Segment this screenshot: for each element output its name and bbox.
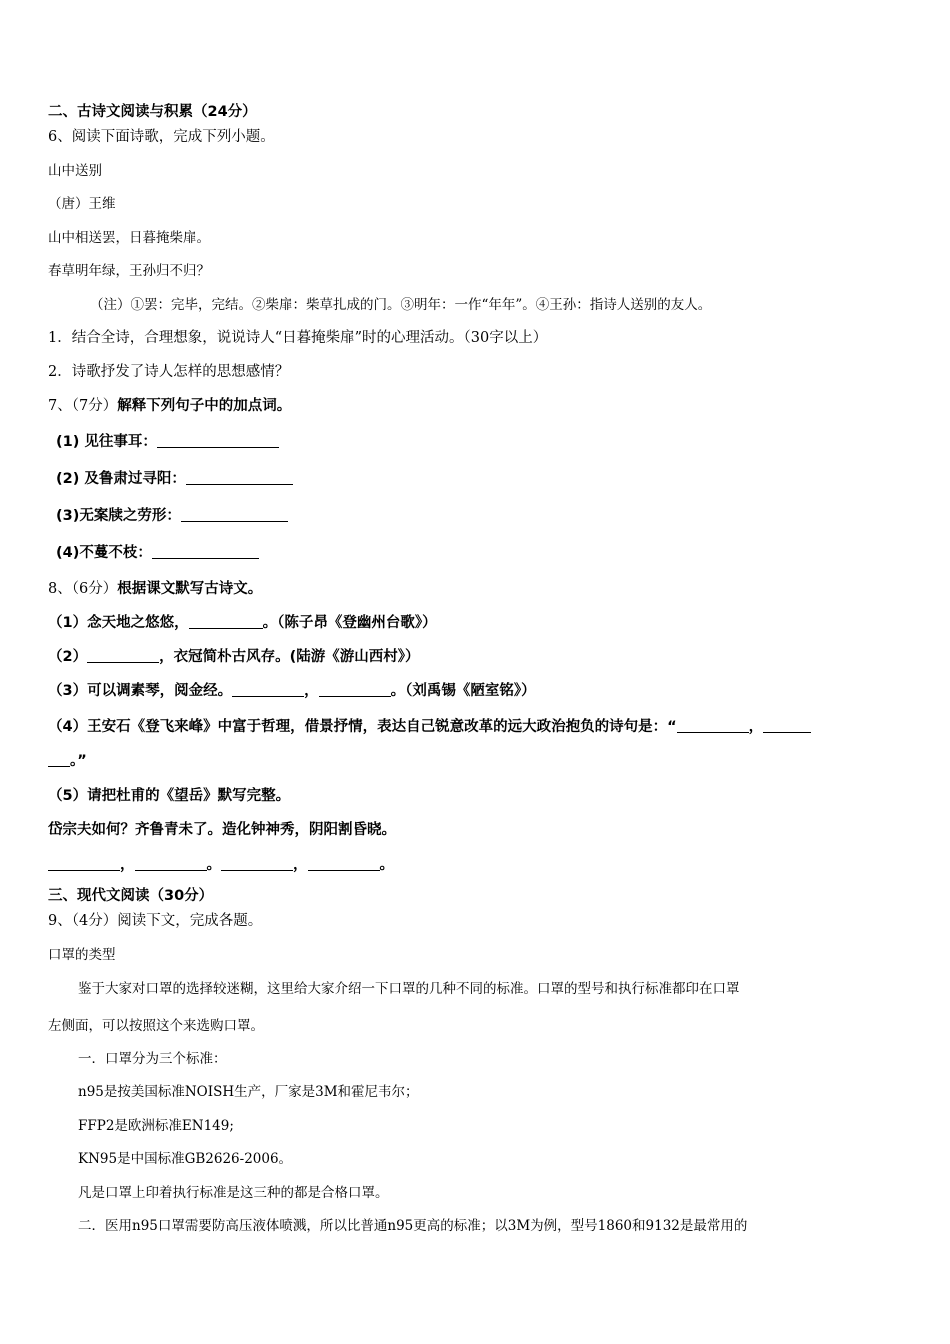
q8-number: 8、（6分） [48,581,118,597]
answer-blank[interactable] [308,856,380,871]
answer-blank[interactable] [221,856,293,871]
answer-blank[interactable] [189,614,263,629]
q8-item-4-cont: 。” [48,751,87,771]
q8-item-4: （4）王安石《登飞来峰》中富于哲理，借景抒情，表达自己锐意改革的远大政治抱负的诗句是：“ ， [48,717,811,737]
q8-prompt: 根据课文默写古诗文。 [117,581,263,597]
q7-number: 7、（7分） [48,398,118,414]
article-point-two: 二．医用n95口罩需要防高压液体喷溅，所以比普通n95更高的标准；以3M为例，型号1860和9132是最常用的 [78,1218,748,1234]
article-n95: n95是按美国标准NOISH生产，厂家是3M和霍尼韦尔； [78,1084,419,1100]
poem-title: 山中送别 [48,163,102,179]
q8-item-5: （5）请把杜甫的《望岳》默写完整。 [48,788,291,804]
answer-blank[interactable] [48,752,70,767]
answer-blank[interactable] [186,470,293,485]
q7-item-3: (3)无案牍之劳形： [56,506,288,526]
q8-item-1: （1）念天地之悠悠， 。（陈子昂《登幽州台歌》） [48,615,437,631]
answer-blank[interactable] [319,682,391,697]
article-ffp2: FFP2是欧洲标准EN149; [78,1118,234,1134]
poem-line-2: 春草明年绿，王孙归不归？ [48,263,210,279]
poem-line-1: 山中相送罢，日暮掩柴扉。 [48,230,210,246]
q8-item-3: （3）可以调素琴，阅金经。 ， 。（刘禹锡《陋室铭》） [48,683,536,699]
answer-blank[interactable] [152,544,259,559]
q6-sub-2: 2．诗歌抒发了诗人怎样的思想感情？ [48,364,290,380]
article-para-1a: 鉴于大家对口罩的选择较迷糊，这里给大家介绍一下口罩的几种不同的标准。口罩的型号和执行标准都印在口罩 [78,981,740,997]
answer-blank[interactable] [157,433,279,448]
q7-item-2: (2) 及鲁肃过寻阳： [56,469,293,489]
article-qualified: 凡是口罩上印着执行标准是这三种的都是合格口罩。 [78,1185,389,1201]
q6-prompt: 6、阅读下面诗歌，完成下列小题。 [48,129,275,145]
answer-blank[interactable] [763,718,811,733]
answer-blank[interactable] [135,856,207,871]
q7-item-1: (1) 见往事耳： [56,432,279,452]
answer-blank[interactable] [232,682,304,697]
article-kn95: KN95是中国标准GB2626-2006。 [78,1151,293,1167]
answer-blank[interactable] [181,507,288,522]
article-point-one: 一．口罩分为三个标准： [78,1051,227,1067]
poem-author: （唐）王维 [48,196,116,212]
q8-item-5-line: 岱宗夫如何？齐鲁青未了。造化钟神秀，阴阳割昏晓。 [48,822,396,838]
q8-line [48,579,262,599]
poem-note: （注）①罢：完毕，完结。②柴扉：柴草扎成的门。③明年：一作“年年”。④王孙：指诗人送别的友人。 [90,297,712,313]
section3-heading: 三、现代文阅读（30分） [48,888,214,904]
answer-blank[interactable] [677,718,749,733]
q8-item-5-blanks: ， 。 ， 。 [48,855,394,875]
q9-prompt: 9、（4分）阅读下文，完成各题。 [48,913,263,929]
answer-blank[interactable] [48,856,120,871]
q6-sub-1: 1．结合全诗，合理想象，说说诗人“日暮掩柴扉”时的心理活动。（30字以上） [48,330,548,346]
q7-item-4: (4)不蔓不枝： [56,543,259,563]
section2-heading: 二、古诗文阅读与积累（24分） [48,104,257,120]
answer-blank[interactable] [87,648,159,663]
article-para-1b: 左侧面，可以按照这个来选购口罩。 [48,1018,264,1034]
q7-prompt: 解释下列句子中的加点词。 [117,398,292,414]
article-title: 口罩的类型 [48,947,116,963]
q8-item-2: （2） ，衣冠简朴古风存。(陆游《游山西村》） [48,649,420,665]
q7-line [48,396,291,416]
